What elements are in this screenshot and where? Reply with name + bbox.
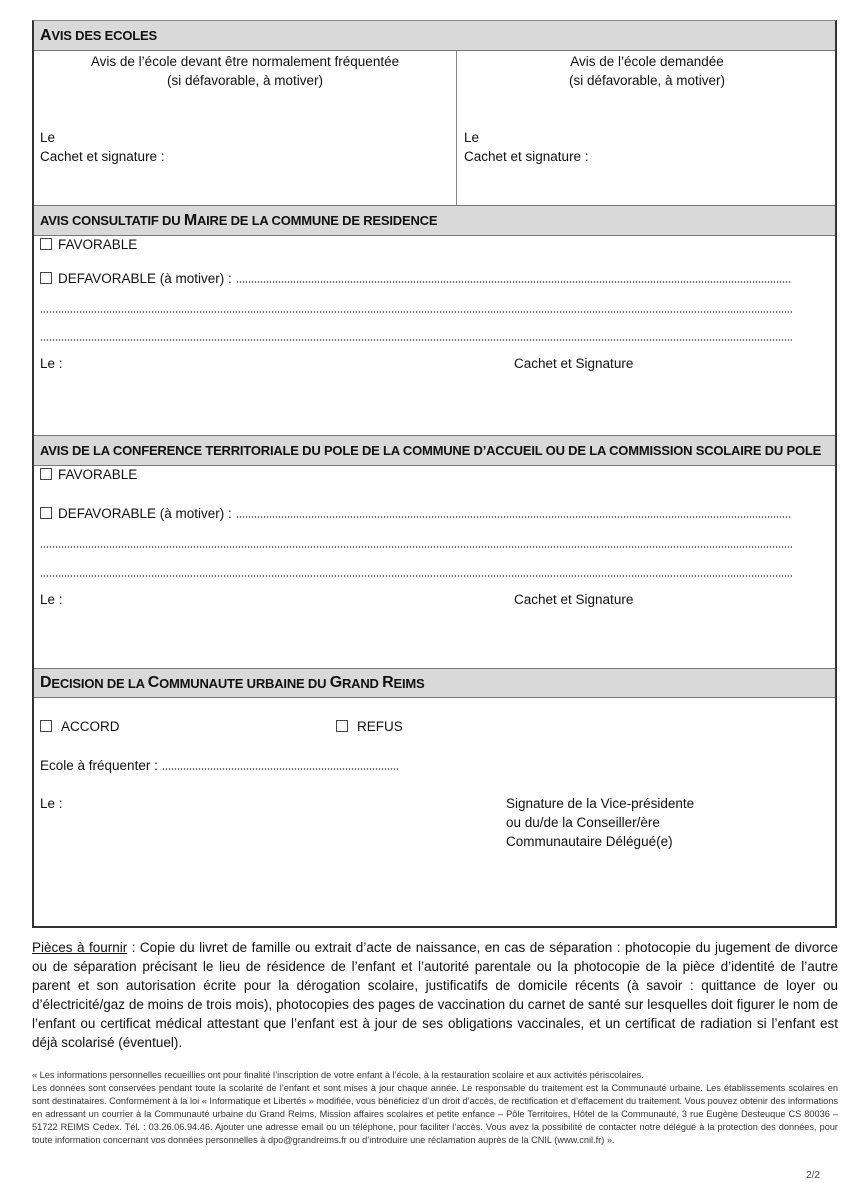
title-text: VIS DES ECOLES [51,28,157,43]
rgpd-notice [32,1069,838,1147]
title-text: RAND [341,675,383,691]
rgpd-line: « Les informations personnelles recueillies ont pour finalité l’inscription de votre enfant à l’école, à la restauration scolaire et aux activités périscolaires. [32,1070,644,1080]
option-label: ACCORD [61,719,120,734]
option-label: DEFAVORABLE (à motiver) : [58,506,236,521]
maire-le-label: Le : [40,356,63,371]
title-cap: M [183,211,197,229]
form-frame [32,20,837,928]
maire-cachet-label: Cachet et Signature [514,356,634,371]
heading-line: (si défavorable, à motiver) [166,73,324,88]
checkbox[interactable] [40,507,52,519]
title-text: EIMS [393,675,425,691]
motif-fill-line[interactable] [236,281,792,283]
pieces-text: : Copie du livret de famille ou extrait d’acte de naissance, en cas de séparation : photocopie du jugement de divorce ou de séparation précisant le lieu de résidence de l’enfant et l’autorité parentale ou la photocopie de la pièce d’identité de l’autre parent et son autorisation écrite pour la dérogation scolaire, justificatifs de domicile récents (à savoir : quittance de loyer ou d’électricité/gaz de moins de trois mois), photocopies des pages de vaccination du carnet de santé sur lesquelles doit figurer le nom de l’enfant ou certificat médical attestant que l’enfant est à jour de ses obligations vaccinales, et un certificat de radiation si l’enfant est déjà scolarisé (éventuel). [32,940,838,1050]
conference-favorable-option[interactable] [40,465,137,484]
signature-line: Communautaire Délégué(e) [506,834,673,849]
conference-le-label: Le : [40,592,63,607]
signature-line: ou du/de la Conseiller/ère [506,815,660,830]
heading-line: Avis de l’école demandée [570,54,724,69]
ecole-frequentee-cachet-label: Cachet et signature : [40,149,165,164]
pieces-a-fournir [32,938,838,1052]
ecole-frequentee-le-label: Le [40,130,56,145]
heading-line: Avis de l’école devant être normalement fréquentée [90,54,400,69]
ecole-fill-line[interactable] [162,768,399,770]
motif-fill-line[interactable] [40,311,792,313]
signature-line: Signature de la Vice-présidente [506,796,695,811]
checkbox[interactable] [40,238,52,250]
signature-block [506,794,694,851]
section-header-avis-conference [34,435,835,466]
option-label: DEFAVORABLE (à motiver) : [58,271,236,286]
title-cap: R [382,674,394,691]
option-label: REFUS [357,719,403,734]
ecole-frequentee-heading [34,52,456,90]
title-cap: C [147,674,160,691]
checkbox[interactable] [40,272,52,284]
title-cap: A [40,26,52,44]
section-header-decision [34,668,835,698]
decision-refus-option[interactable] [336,717,403,736]
motif-fill-line[interactable] [40,339,792,341]
field-label: Ecole à fréquenter : [40,758,162,773]
page-number: 2/2 [806,1170,820,1181]
pieces-label: Pièces à fournir [32,940,128,955]
ecole-demandee-heading [457,52,837,90]
ecole-a-frequenter-field[interactable] [40,756,399,775]
title-cap: D [40,674,52,691]
ecole-demandee-le-label: Le [464,130,480,145]
title-text: AVIS DE LA CONFERENCE TERRITORIALE DU POLE DE LA COMMUNE D’ACCUEIL OU DE LA COMMISSION SCOLAIRE DU POLE [40,443,822,458]
title-text: AIRE DE LA COMMUNE DE RESIDENCE [196,213,438,228]
title-text: ECISION DE LA [51,675,148,691]
checkbox[interactable] [40,720,52,732]
option-label: FAVORABLE [58,237,138,252]
ecole-demandee-cachet-label: Cachet et signature : [464,149,589,164]
heading-line: (si défavorable, à motiver) [568,73,726,88]
conference-defavorable-option[interactable] [40,504,792,523]
decision-le-label: Le : [40,796,63,811]
checkbox[interactable] [40,468,52,480]
option-label: FAVORABLE [58,467,138,482]
decision-accord-option[interactable] [40,717,120,736]
section-header-avis-maire [34,205,835,236]
rgpd-paragraph: Les données sont conservées pendant toute la scolarité de l’enfant et sont mises à jour chaque année. Le responsable du traitement est la Communauté urbaine. Les établissements scolaires en sont destinataires. Conformément à la loi « Informatique et Libertés » modifiée, vous bénéficiez d’un droit d’accès, de rectification et d’effacement du traitement. Vous pouvez obtenir des informations en adressant un courrier à la Communauté urbaine du Grand Reims, Mission affaires scolaires et petite enfance – Pôle Territoires, Hôtel de la Communauté, 3 rue Eugène Desteuque CS 80036 – 51722 REIMS Cedex. Tél. : 03.26.06.94.46. Ajouter une adresse email ou un téléphone, pour faciliter l’accès. Vous avez la possibilité de contacter notre délégué à la protection des données, pour toute information concernant vos données personnelles à dpo@grandreims.fr ou d’introduire une réclamation auprès de la CNIL (www.cnil.fr) ». [32,1083,838,1145]
conference-cachet-label: Cachet et Signature [514,592,634,607]
motif-fill-line[interactable] [236,516,792,518]
title-text: OMMUNAUTE URBAINE DU [159,675,330,691]
motif-fill-line[interactable] [40,575,792,577]
maire-favorable-option[interactable] [40,235,137,254]
section-header-avis-ecoles [34,21,835,51]
motif-fill-line[interactable] [40,546,792,548]
checkbox[interactable] [336,720,348,732]
maire-defavorable-option[interactable] [40,269,792,288]
title-text: AVIS CONSULTATIF DU [40,213,184,228]
title-cap: G [329,674,342,691]
